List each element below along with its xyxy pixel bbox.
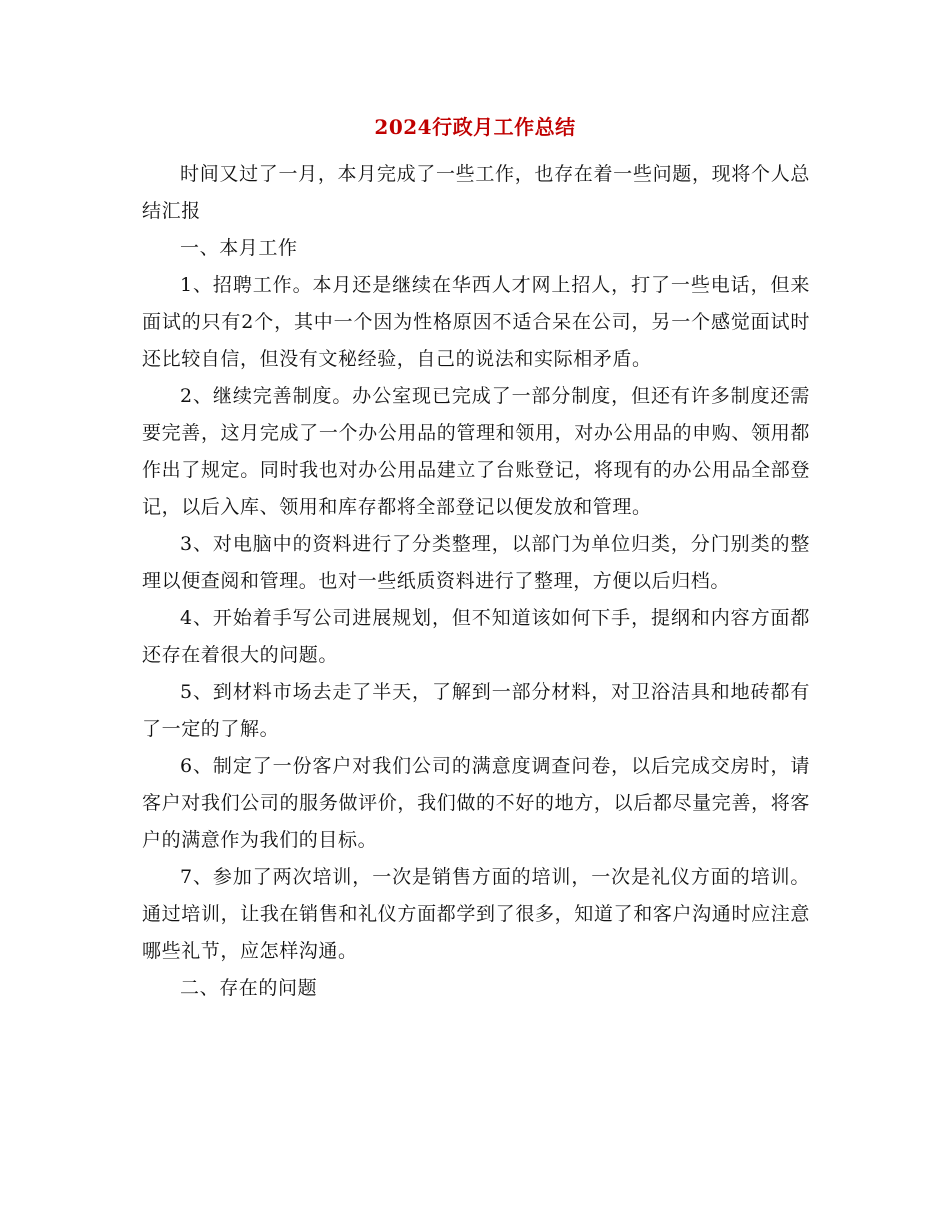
paragraph-item-6: 6、制定了一份客户对我们公司的满意度调查问卷，以后完成交房时，请客户对我们公司的服务做评价，我们做的不好的地方，以后都尽量完善，将客户的满意作为我们的目标。: [142, 755, 810, 851]
paragraph-item-4: 4、开始着手写公司进展规划，但不知道该如何下手，提纲和内容方面都还存在着很大的问题。: [142, 607, 810, 666]
paragraph-intro: 时间又过了一月，本月完成了一些工作，也存在着一些问题，现将个人总结汇报: [142, 163, 810, 222]
section-heading-problems: 二、存在的问题: [180, 977, 318, 999]
paragraph-item-2: 2、继续完善制度。办公室现已完成了一部分制度，但还有许多制度还需要完善，这月完成了一个办公用品的管理和领用，对办公用品的申购、领用都作出了规定。同时我也对办公用品建立了台账登记，将现有的办公用品全部登记，以后入库、领用和库存都将全部登记以便发放和管理。: [142, 385, 810, 518]
document-body: [142, 156, 810, 1007]
section-heading-this-month-work: 一、本月工作: [180, 237, 298, 259]
document-title: 2024行政月工作总结: [374, 115, 576, 139]
paragraph-item-5: 5、到材料市场去走了半天，了解到一部分材料，对卫浴洁具和地砖都有了一定的了解。: [142, 681, 810, 740]
paragraph-item-3: 3、对电脑中的资料进行了分类整理，以部门为单位归类，分门别类的整理以便查阅和管理。也对一些纸质资料进行了整理，方便以后归档。: [142, 533, 810, 592]
paragraph-item-7: 7、参加了两次培训，一次是销售方面的培训，一次是礼仪方面的培训。通过培训，让我在销售和礼仪方面都学到了很多，知道了和客户沟通时应注意哪些礼节，应怎样沟通。: [142, 866, 810, 962]
paragraph-item-1: 1、招聘工作。本月还是继续在华西人才网上招人，打了一些电话，但来面试的只有2个，其中一个因为性格原因不适合呆在公司，另一个感觉面试时还比较自信，但没有文秘经验，自己的说法和实际相矛盾。: [142, 274, 810, 370]
